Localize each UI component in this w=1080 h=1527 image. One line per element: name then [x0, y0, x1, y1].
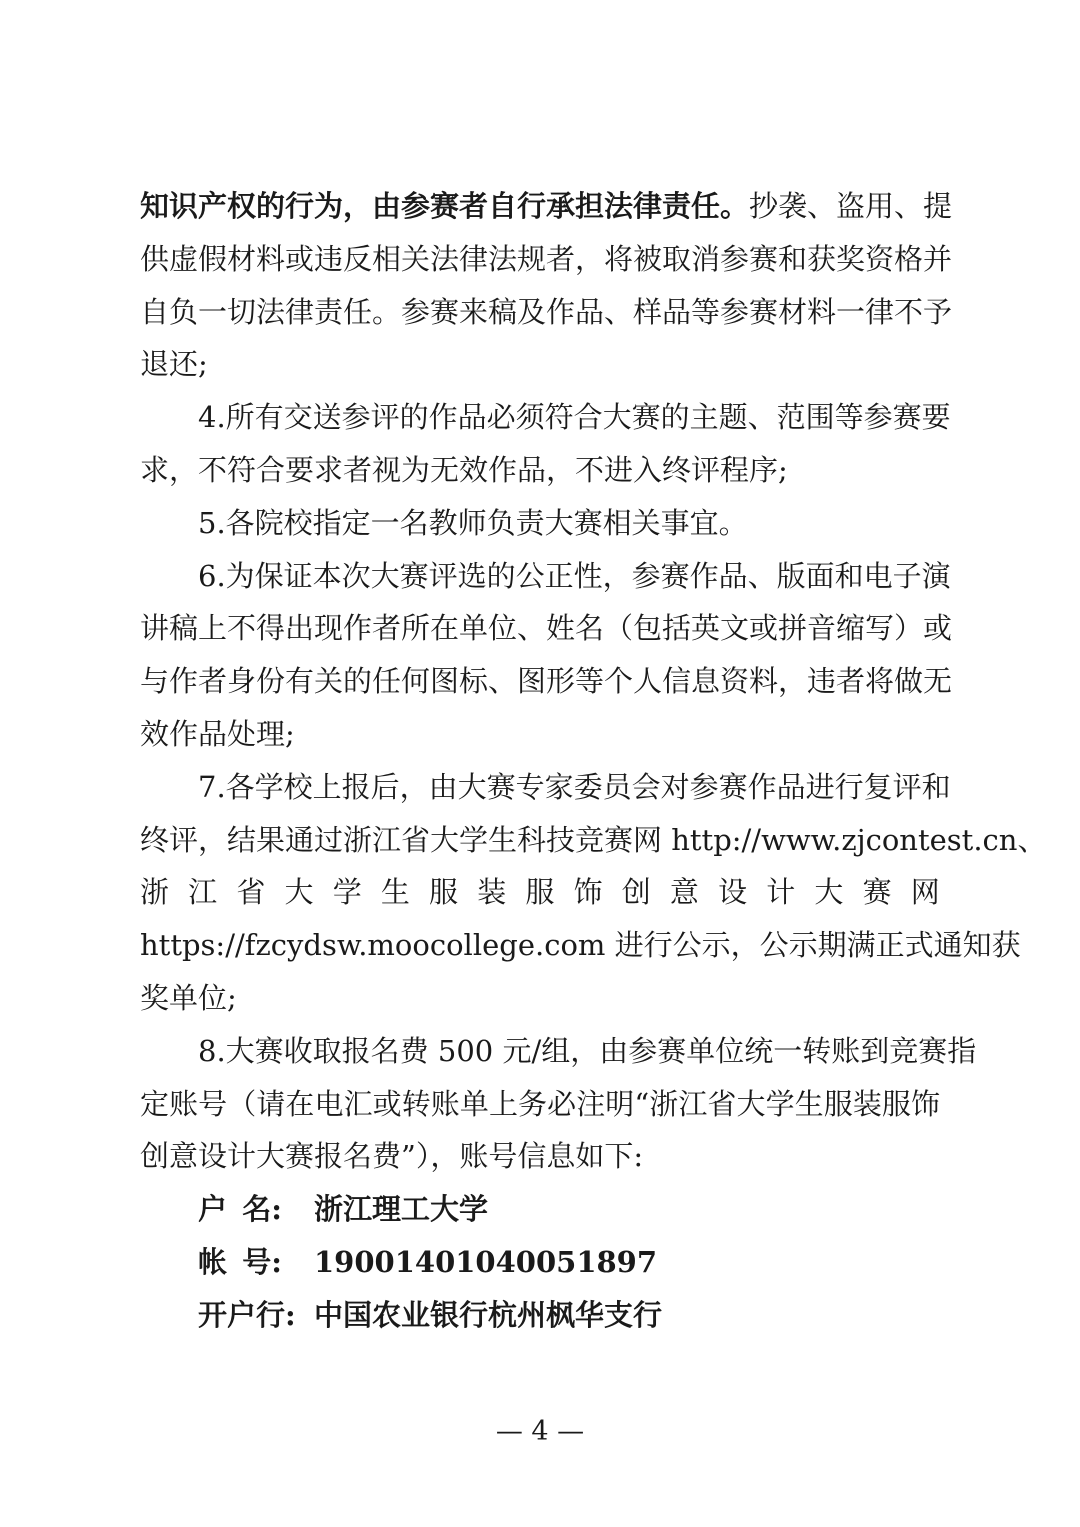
- account-number-label: [198, 1236, 282, 1289]
- spread-char: 创: [621, 875, 651, 910]
- spread-char: 饰: [573, 875, 603, 910]
- spread-char: 浙: [140, 875, 170, 910]
- spread-char: 大: [284, 875, 314, 910]
- account-name-value: 浙江理工大学: [314, 1192, 489, 1227]
- spread-char: 生: [380, 875, 410, 910]
- paragraph-line: 创意设计大赛报名费”），账号信息如下:: [140, 1139, 644, 1174]
- spread-char: 江: [188, 875, 218, 910]
- paragraph-line: 8.大赛收取报名费 500 元/组，由参赛单位统一转账到竞赛指: [198, 1033, 977, 1068]
- account-bank-label: 开户行:: [198, 1297, 296, 1332]
- spread-paragraph-line: [140, 866, 940, 919]
- account-name-row: [140, 1183, 940, 1236]
- paragraph-line: 终评，结果通过浙江省大学生科技竞赛网 http://www.zjcontest.cn、: [140, 822, 1047, 857]
- bold-text: 知识产权的行为，由参赛者自行承担法律责任。: [140, 189, 750, 223]
- paragraph-line: 求，不符合要求者视为无效作品，不进入终评程序;: [140, 452, 788, 487]
- paragraph-line: 6.为保证本次大赛评选的公正性，参赛作品、版面和电子演: [198, 558, 951, 593]
- label-char: 号:: [242, 1244, 282, 1279]
- label-char: 名:: [242, 1192, 282, 1227]
- spread-char: 装: [477, 875, 507, 910]
- account-name-label: [198, 1183, 282, 1236]
- paragraph-line: 效作品处理;: [140, 716, 295, 751]
- spread-char: 计: [766, 875, 796, 910]
- document-body: [140, 180, 1047, 1342]
- paragraph-line: 与作者身份有关的任何图标、图形等个人信息资料，违者将做无: [140, 664, 953, 699]
- account-bank-row: [140, 1289, 940, 1342]
- spread-char: 网: [910, 875, 940, 910]
- paragraph-line: 7.各学校上报后，由大赛专家委员会对参赛作品进行复评和: [198, 769, 951, 804]
- paragraph-line: 奖单位;: [140, 980, 237, 1015]
- paragraph-line: 定账号（请在电汇或转账单上务必注明“浙江省大学生服装服饰: [140, 1086, 940, 1121]
- paragraph-line: [140, 180, 953, 233]
- paragraph-line: 5.各院校指定一名教师负责大赛相关事宜。: [198, 505, 748, 540]
- spread-char: 学: [332, 875, 362, 910]
- spread-char: 服: [429, 875, 459, 910]
- paragraph-line: https://fzcydsw.moocollege.com 进行公示，公示期满正式通知获: [140, 928, 1021, 963]
- spread-char: 意: [669, 875, 699, 910]
- paragraph-line: 讲稿上不得出现作者所在单位、姓名（包括英文或拼音缩写）或: [140, 611, 953, 646]
- paragraph-line: 4.所有交送参评的作品必须符合大赛的主题、范围等参赛要: [198, 400, 951, 435]
- page-number: — 4 —: [495, 1416, 585, 1447]
- spread-char: 设: [718, 875, 748, 910]
- account-bank-value: 中国农业银行杭州枫华支行: [314, 1297, 663, 1332]
- text: 抄袭、盗用、提: [749, 189, 953, 223]
- spread-char: 赛: [862, 875, 892, 910]
- label-char: 帐: [198, 1244, 228, 1279]
- label-char: 户: [198, 1192, 228, 1227]
- paragraph-line: 自负一切法律责任。参赛来稿及作品、样品等参赛材料一律不予: [140, 294, 953, 329]
- spread-char: 省: [236, 875, 266, 910]
- account-number-row: [140, 1236, 940, 1289]
- paragraph-line: 供虚假材料或违反相关法律法规者，将被取消参赛和获奖资格并: [140, 241, 953, 276]
- spread-char: 服: [525, 875, 555, 910]
- paragraph-line: 退还;: [140, 347, 208, 382]
- account-number-value: 19001401040051897: [314, 1244, 658, 1279]
- spread-char: 大: [814, 875, 844, 910]
